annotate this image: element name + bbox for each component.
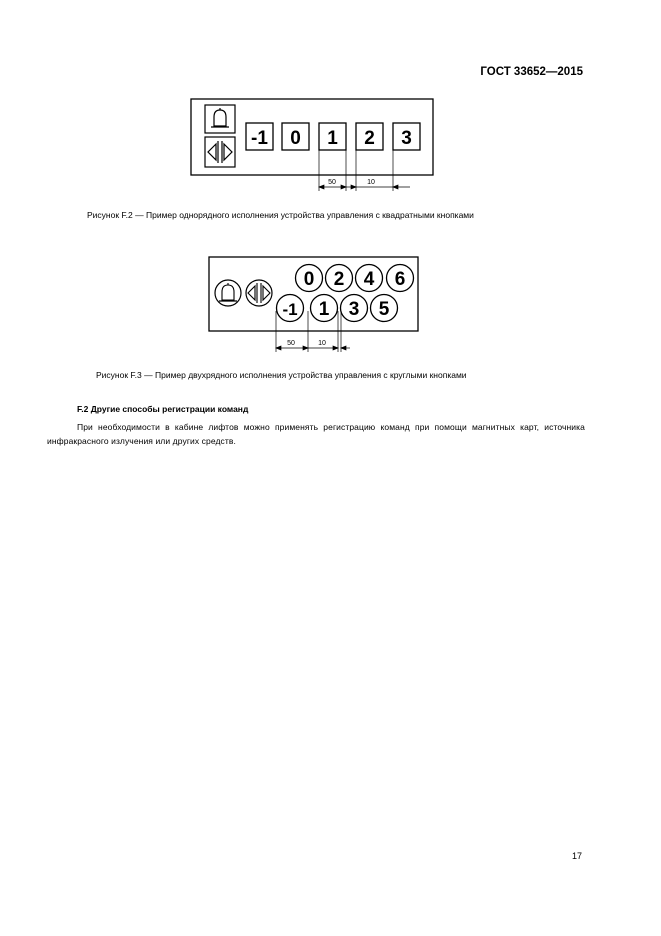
dimension-width-label: 50 — [287, 340, 295, 347]
svg-text:3: 3 — [401, 128, 412, 149]
floor-button-round — [296, 265, 323, 292]
svg-text:1: 1 — [327, 128, 338, 149]
floor-button-round — [277, 295, 304, 322]
svg-text:4: 4 — [363, 269, 375, 290]
figure-f3-caption: Рисунок F.3 — Пример двухрядного исполнения устройства управления с круглыми кнопками — [96, 370, 467, 380]
floor-button-square — [319, 123, 346, 150]
figure-f3 — [208, 256, 423, 356]
bell-icon — [205, 105, 235, 133]
svg-text:-1: -1 — [251, 128, 268, 149]
svg-text:2: 2 — [364, 128, 375, 149]
floor-button-square — [282, 123, 309, 150]
floor-button-round — [326, 265, 353, 292]
dimension-gap-label: 10 — [318, 340, 326, 347]
section-paragraph: При необходимости в кабине лифтов можно применять регистрацию команд при помощи магнитных карт, источника инфракрасного излучения или других средств. — [47, 422, 585, 446]
svg-text:-1: -1 — [282, 300, 298, 319]
floor-button-round — [341, 295, 368, 322]
svg-text:2: 2 — [333, 269, 345, 290]
dimension-width-label: 50 — [328, 179, 336, 186]
floor-button-round — [311, 295, 338, 322]
svg-text:0: 0 — [303, 269, 315, 290]
document-header: ГОСТ 33652—2015 — [480, 66, 583, 78]
floor-button-square — [356, 123, 383, 150]
floor-button-round — [356, 265, 383, 292]
page-number: 17 — [571, 851, 582, 861]
section-title: F.2 Другие способы регистрации команд — [77, 404, 249, 414]
svg-text:0: 0 — [290, 128, 301, 149]
svg-text:3: 3 — [348, 299, 360, 320]
floor-button-square — [246, 123, 273, 150]
floor-button-round — [387, 265, 414, 292]
figure-f2-caption: Рисунок F.2 — Пример однорядного исполнения устройства управления с квадратными кнопками — [87, 210, 474, 220]
bell-icon — [215, 280, 241, 306]
floor-button-round — [371, 295, 398, 322]
door-open-icon — [246, 280, 272, 306]
door-open-icon — [205, 137, 235, 167]
svg-text:5: 5 — [378, 299, 390, 320]
svg-text:1: 1 — [318, 299, 330, 320]
dimension-gap-label: 10 — [367, 179, 375, 186]
svg-text:6: 6 — [394, 269, 406, 290]
figure-f2 — [190, 95, 440, 195]
floor-button-square — [393, 123, 420, 150]
